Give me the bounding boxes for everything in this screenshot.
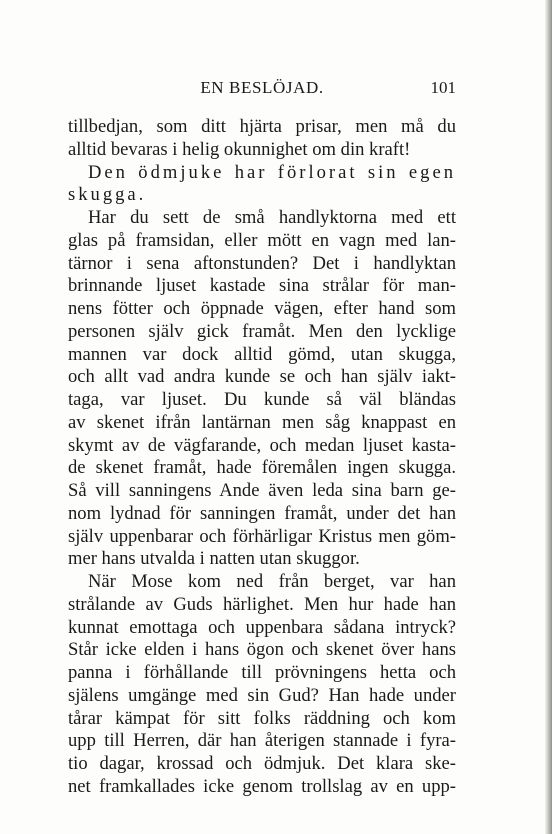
text-line: personen själv gick framåt. Men den lycklige [68,320,456,342]
text-line: Har du sett de små handlyktorna med ett [88,207,456,228]
text-line: alltid bevaras i helig okunnighet om din kraft! [68,138,411,160]
text-line: själens umgänge med sin Gud? Han hade under [68,684,456,706]
text-line: mannen var dock alltid gömd, utan skugga, [68,343,456,365]
text-line: av skenet ifrån lantärnan men såg knappast en [68,411,456,433]
text-line: glas på framsidan, eller mött en vagn med lan- [68,229,456,251]
page-header [68,78,456,104]
text-line: och allt vad andra kunde se och han själv iakt- [68,366,456,388]
text-line: nens fötter och öppnade vägen, efter hand som [68,298,456,319]
text-line: tärnor i sena aftonstunden? Det i handlyktan [68,252,456,274]
text-line: upp till Herren, där han återigen stannade i fyra- [68,730,456,752]
text-line: Så vill sanningens Ande även leda sina barn ge- [68,480,456,501]
text-line: nom lydnad för sanningen framåt, under det han [68,502,456,524]
body-text [68,116,456,799]
text-line: mer hans utvalda i natten utan skuggor. [68,548,360,570]
text-line: taga, var ljuset. Du kunde så väl bländas [68,389,456,410]
text-line: kunnat emottaga och uppenbara sådana intryck? [68,616,456,638]
running-title: EN BESLÖJAD. [200,78,324,97]
page-edge [545,0,552,834]
text-line: När Mose kom ned från berget, var han [88,571,456,592]
text-line: Den ödmjuke har förlorat sin egen [88,161,456,183]
text-line: skugga. [68,184,147,206]
text-line: Står icke elden i hans ögon och skenet över hans [68,639,456,661]
text-line: skymt av de vägfarande, och medan ljuset kasta- [68,434,456,456]
text-line: själv uppenbarar och förhärligar Kristus men göm- [68,525,456,547]
text-line: tårar kämpat för sitt folks räddning och kom [68,707,456,729]
text-line: tio dagar, krossad och ödmjuk. Det klara ske- [68,753,456,774]
text-line: net framkallades icke genom trollslag av en upp- [68,775,456,797]
text-line: brinnande ljuset kastade sina strålar för man- [68,275,456,297]
text-line: tillbedjan, som ditt hjärta prisar, men må du [68,116,456,137]
text-line: strålande av Guds härlighet. Men hur hade han [68,593,456,615]
text-line: panna i förhållande till prövningens hetta och [68,662,456,683]
page-number: 101 [430,78,456,97]
text-line: de skenet framåt, hade föremålen ingen skugga. [68,457,456,479]
